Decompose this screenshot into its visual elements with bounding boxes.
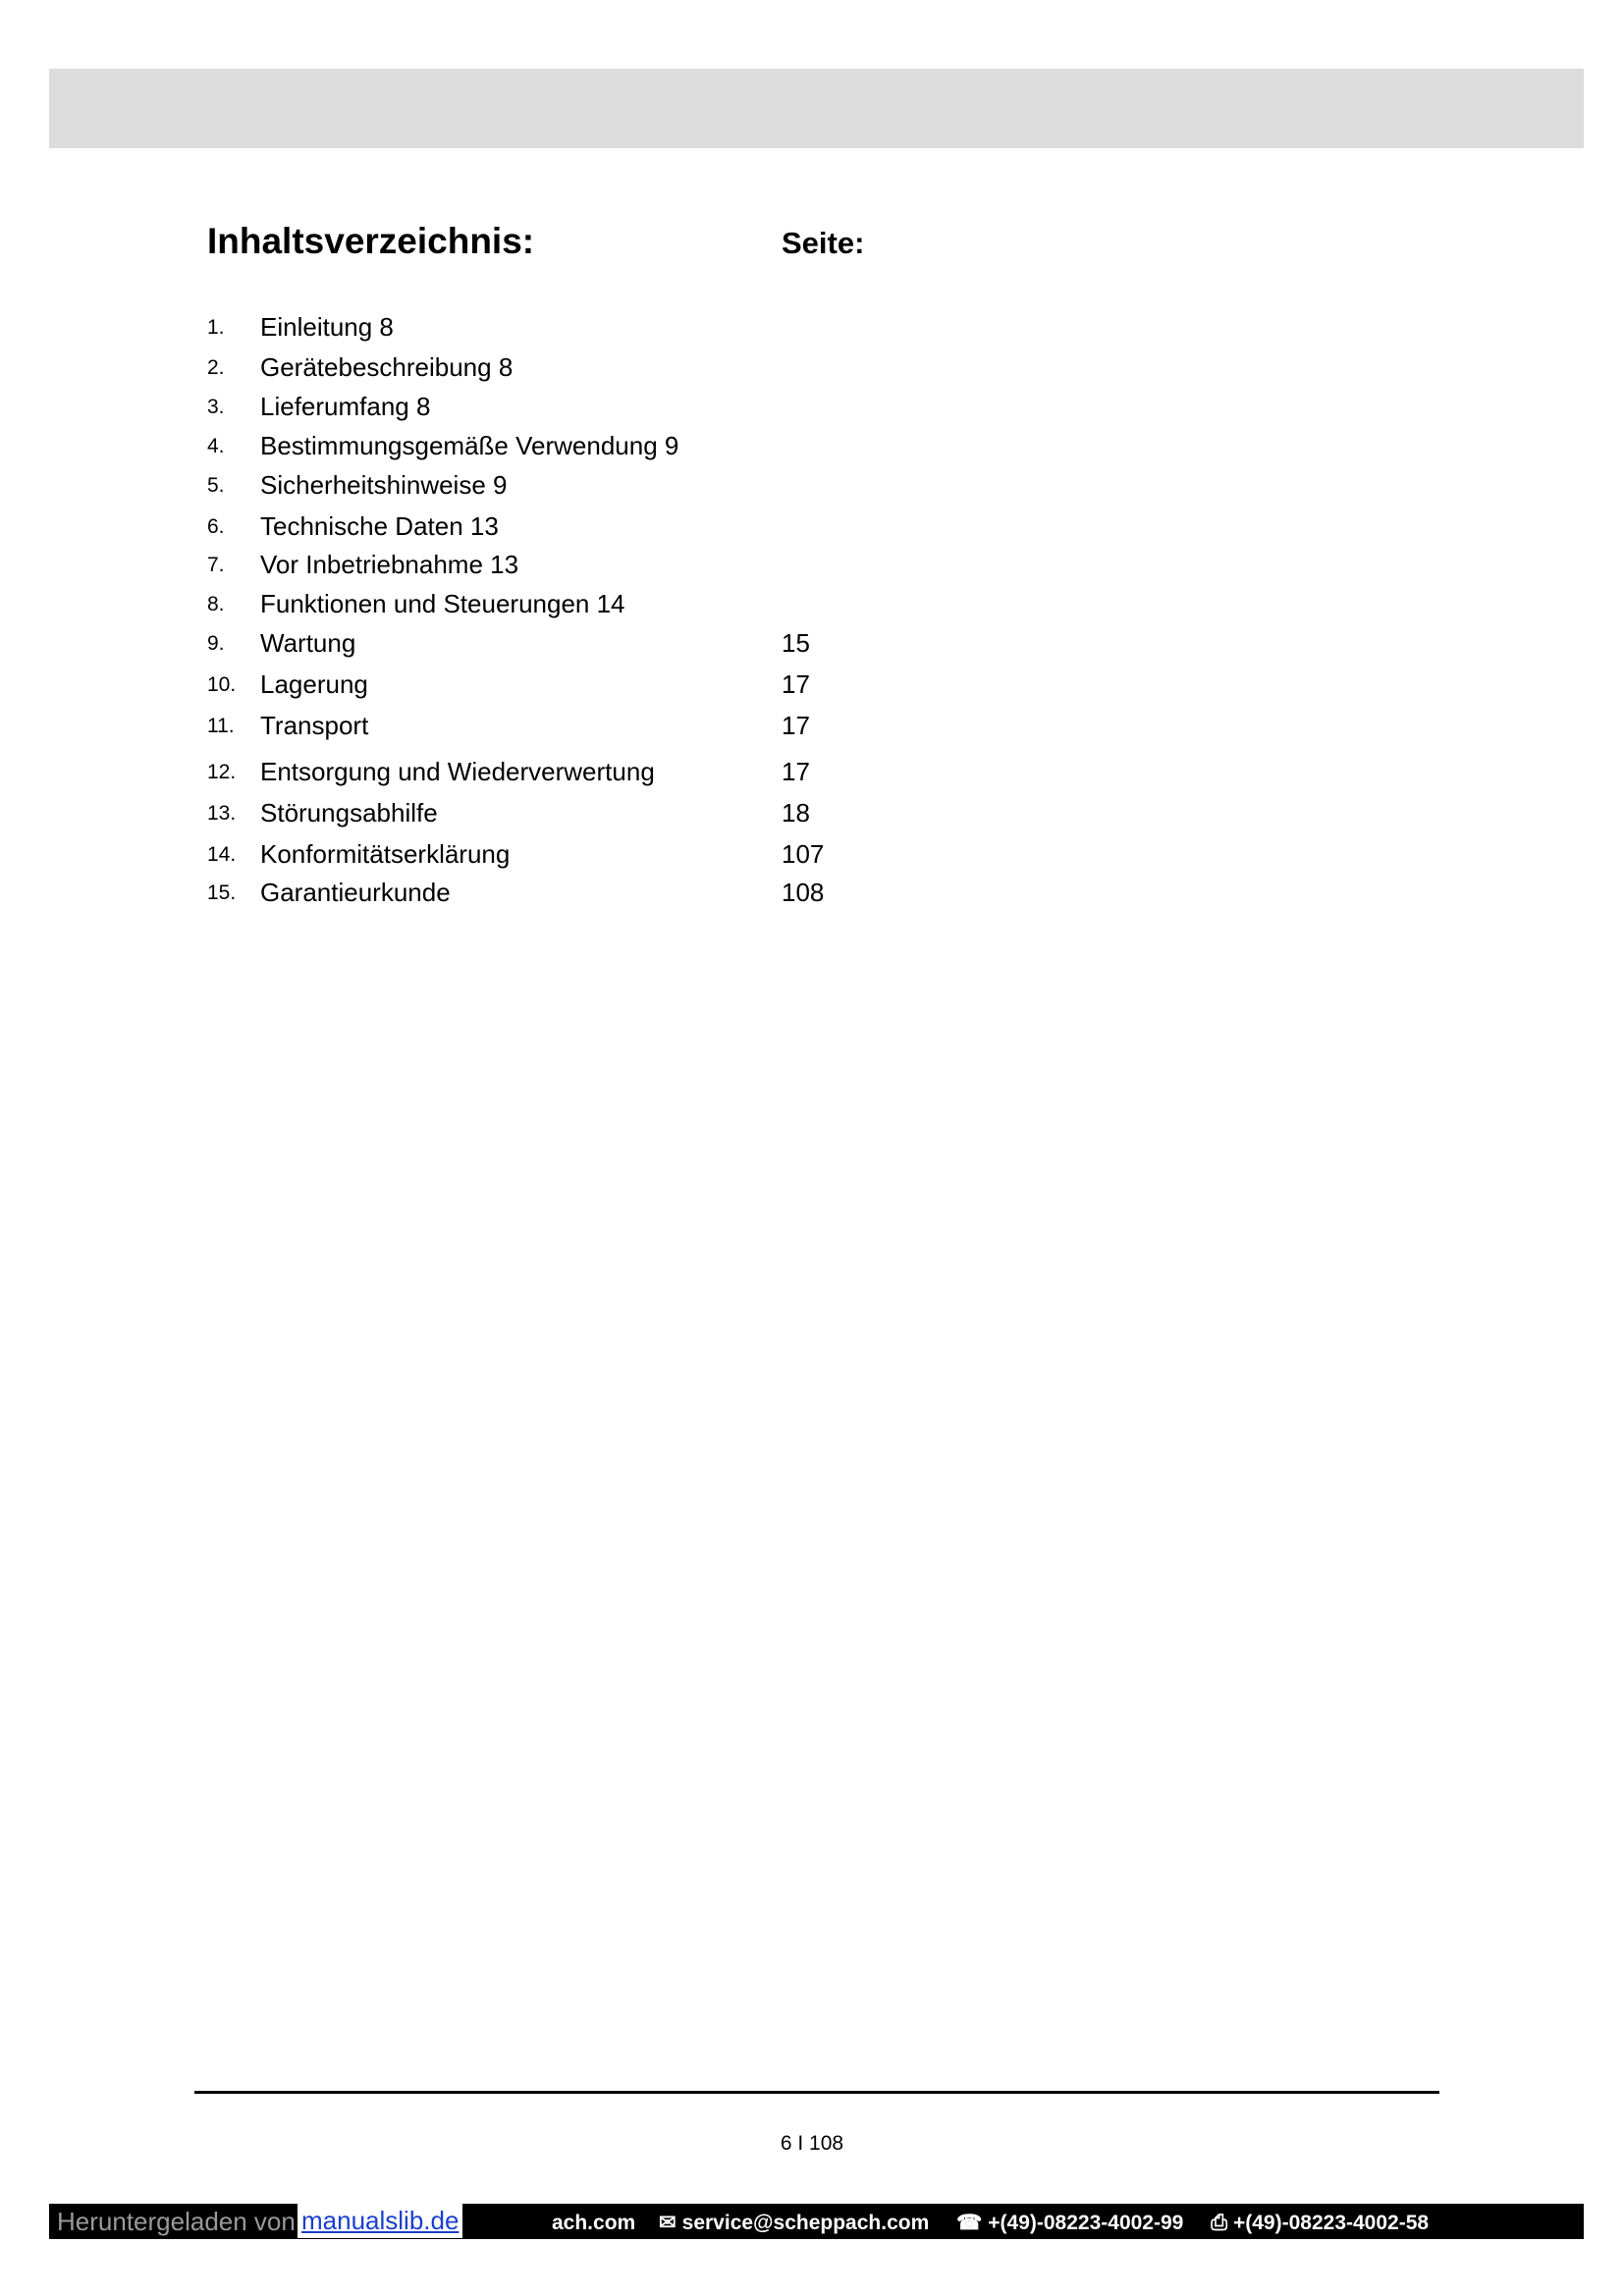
toc-entry[interactable] <box>0 878 982 911</box>
toc-entry-number: 1. <box>207 316 225 339</box>
toc-entry[interactable] <box>0 550 982 583</box>
toc-entry-page: 17 <box>782 711 810 740</box>
toc-entry-label: Störungsabhilfe <box>260 798 438 828</box>
toc-entry-label: Vor Inbetriebnahme 13 <box>260 550 519 579</box>
toc-entry-label: Lieferumfang 8 <box>260 392 431 421</box>
toc-entry-label: Wartung <box>260 628 356 658</box>
toc-entry-label: Entsorgung und Wiederverwertung <box>260 757 655 786</box>
contact-bar <box>49 2204 1584 2239</box>
toc-entry-page: 107 <box>782 839 825 869</box>
page-column-heading: Seite: <box>782 226 865 260</box>
toc-entry-number: 2. <box>207 356 225 379</box>
toc-entry-label: Einleitung 8 <box>260 312 394 342</box>
toc-entry-number: 10. <box>207 673 237 696</box>
toc-entry[interactable] <box>0 431 982 464</box>
toc-entry-number: 13. <box>207 802 237 825</box>
toc-entry[interactable] <box>0 757 982 790</box>
phone-number: +(49)-08223-4002-99 <box>988 2212 1184 2234</box>
phone-icon: ☎ <box>956 2212 983 2234</box>
toc-entry-page: 17 <box>782 757 810 786</box>
toc-entry-number: 12. <box>207 761 237 783</box>
toc-entry-label: Sicherheitshinweise 9 <box>260 470 508 500</box>
toc-entry[interactable] <box>0 798 982 831</box>
toc-entry[interactable] <box>0 511 982 545</box>
toc-entry[interactable] <box>0 470 982 504</box>
toc-entry[interactable] <box>0 589 982 622</box>
toc-entry-label: Gerätebeschreibung 8 <box>260 352 514 382</box>
toc-entry-label: Transport <box>260 711 369 740</box>
toc-entry-number: 14. <box>207 843 237 866</box>
footer-divider <box>194 2091 1439 2094</box>
download-source-prefix: Heruntergeladen von <box>57 2207 296 2236</box>
toc-entry-label: Technische Daten 13 <box>260 511 499 541</box>
toc-entry-number: 7. <box>207 554 225 576</box>
toc-entry-label: Bestimmungsgemäße Verwendung 9 <box>260 431 679 460</box>
toc-entry-label: Lagerung <box>260 669 368 699</box>
toc-entry[interactable] <box>0 839 982 873</box>
toc-entry-number: 15. <box>207 881 237 904</box>
toc-entry[interactable] <box>0 312 982 346</box>
toc-entry[interactable] <box>0 392 982 425</box>
toc-entry-label: Funktionen und Steuerungen 14 <box>260 589 625 618</box>
toc-entry-number: 9. <box>207 632 225 655</box>
website-text[interactable]: ach.com <box>552 2212 636 2234</box>
toc-entry-page: 15 <box>782 628 810 658</box>
toc-entry-number: 11. <box>207 715 235 737</box>
page-number: 6 I 108 <box>780 2132 844 2155</box>
fax-icon: ⎙ <box>1211 2212 1227 2234</box>
toc-entry-number: 5. <box>207 474 225 497</box>
toc-title: Inhaltsverzeichnis: <box>207 221 535 261</box>
toc-entry-label: Garantieurkunde <box>260 878 451 907</box>
toc-entry[interactable] <box>0 352 982 386</box>
toc-entry[interactable] <box>0 669 982 703</box>
toc-entry-page: 108 <box>782 878 825 907</box>
toc-entry-number: 4. <box>207 435 225 457</box>
toc-entry-page: 17 <box>782 669 810 699</box>
toc-entry-label: Konformitätserklärung <box>260 839 511 869</box>
email-address[interactable]: service@scheppach.com <box>681 2212 930 2234</box>
toc-entry[interactable] <box>0 711 982 744</box>
header-band <box>49 69 1584 148</box>
manualslib-link[interactable]: manualslib.de <box>298 2204 462 2238</box>
toc-entry[interactable] <box>0 628 982 662</box>
toc-entry-page: 18 <box>782 798 810 828</box>
envelope-icon: ✉ <box>659 2212 677 2234</box>
toc-entry-number: 3. <box>207 396 225 418</box>
contact-info <box>552 2211 1450 2235</box>
fax-number: +(49)-08223-4002-58 <box>1233 2212 1430 2234</box>
toc-entry-number: 6. <box>207 515 225 538</box>
toc-entry-number: 8. <box>207 593 225 615</box>
